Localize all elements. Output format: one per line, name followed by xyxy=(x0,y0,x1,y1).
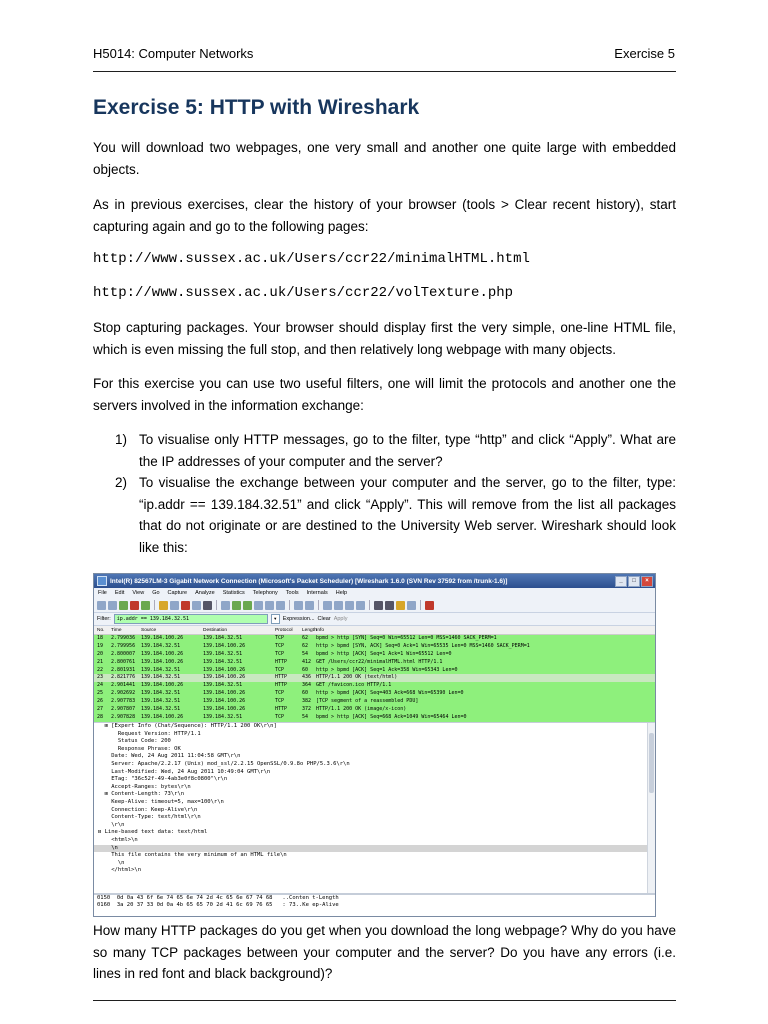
detail-line[interactable]: Content-Type: text/html\r\n xyxy=(98,814,201,821)
capture-filters-icon[interactable] xyxy=(374,601,383,610)
packet-details-pane xyxy=(94,723,655,895)
menu-file[interactable]: File xyxy=(98,590,107,596)
instruction-list xyxy=(93,429,676,558)
normal-size-icon[interactable] xyxy=(345,601,354,610)
menu-telephony[interactable]: Telephony xyxy=(252,590,278,596)
column-time[interactable]: Time xyxy=(111,627,122,633)
detail-line[interactable]: <html>\n xyxy=(98,836,138,843)
menu-tools[interactable]: Tools xyxy=(285,590,299,596)
detail-line[interactable]: \n xyxy=(98,859,125,866)
packet-cell: HTTP/1.1 200 OK (text/html) xyxy=(316,674,398,681)
detail-line[interactable]: ⊟ Line-based text data: text/html xyxy=(98,829,208,836)
wireshark-filterbar xyxy=(94,613,655,626)
packet-cell: 139.184.100.26 xyxy=(203,642,246,649)
packet-cell: TCP xyxy=(275,642,285,649)
hex-line[interactable]: 0160 3a 20 37 33 0d 0a 4b 65 65 70 2d 41 6c 69 76 65 : 73..Ke ep-Alive xyxy=(97,901,339,908)
toolbar-separator xyxy=(318,600,319,610)
menu-view[interactable]: View xyxy=(132,590,145,596)
toolbar-separator xyxy=(289,600,290,610)
detail-line[interactable]: \n xyxy=(94,845,655,853)
packet-cell: HTTP xyxy=(275,674,288,681)
packet-cell: 139.184.100.26 xyxy=(141,635,184,641)
menu-edit[interactable]: Edit xyxy=(114,590,125,596)
list-item xyxy=(93,472,676,558)
packet-cell: HTTP xyxy=(275,682,288,689)
menu-internals[interactable]: Internals xyxy=(306,590,328,596)
packet-cell: 2.907828 xyxy=(111,713,136,720)
toolbar-separator xyxy=(420,600,421,610)
packet-row[interactable] xyxy=(94,674,655,682)
packet-cell: 436 xyxy=(302,674,312,681)
display-filters-icon[interactable] xyxy=(385,601,394,610)
detail-line[interactable]: Connection: Keep-Alive\r\n xyxy=(98,806,198,813)
autoscroll-icon[interactable] xyxy=(305,601,314,610)
close-icon[interactable]: × xyxy=(641,576,653,587)
packet-cell: 2.800761 xyxy=(111,658,136,665)
toolbar-separator xyxy=(154,600,155,610)
stop-capture-paragraph: Stop capturing packages. Your browser should display first the very simple, one-line HTML file, which is even missing the full stop, and then relatively long webpage with many objects. xyxy=(93,320,676,357)
packet-cell: 139.184.32.51 xyxy=(203,682,243,689)
packet-cell: 2.799036 xyxy=(111,635,136,641)
packet-cell: 364 xyxy=(302,682,312,689)
open-file-icon[interactable] xyxy=(159,601,168,610)
packet-cell: 2.799956 xyxy=(111,642,136,649)
packet-cell: 139.184.32.51 xyxy=(141,690,181,697)
clear-button[interactable]: Clear xyxy=(317,616,331,622)
packet-cell: 54 xyxy=(302,650,309,657)
packet-cell: HTTP/1.1 200 OK (image/x-icon) xyxy=(316,706,407,713)
column-info[interactable]: Info xyxy=(316,627,325,633)
packet-cell: 22 xyxy=(97,666,104,673)
packet-cell: 382 xyxy=(302,698,312,705)
interfaces-icon[interactable] xyxy=(97,601,106,610)
detail-line[interactable]: Date: Wed, 24 Aug 2011 11:04:58 GMT\r\n xyxy=(98,753,241,760)
restart-capture-icon[interactable] xyxy=(141,601,150,610)
packet-bytes-pane xyxy=(94,895,655,909)
packet-cell: 139.184.32.51 xyxy=(141,642,181,649)
zoom-in-icon[interactable] xyxy=(323,601,332,610)
packet-cell: TCP xyxy=(275,666,285,673)
preferences-icon[interactable] xyxy=(407,601,416,610)
first-packet-icon[interactable] xyxy=(265,601,274,610)
packet-cell: 372 xyxy=(302,706,312,713)
last-packet-icon[interactable] xyxy=(276,601,285,610)
packet-row[interactable] xyxy=(94,651,655,659)
hex-line[interactable]: 0150 0d 0a 43 6f 6e 74 65 6e 74 2d 4c 65 6e 67 74 68 ..Conten t-Length xyxy=(97,895,339,901)
detail-line[interactable]: </html>\n xyxy=(98,867,142,874)
window-controls xyxy=(615,576,653,587)
go-back-icon[interactable] xyxy=(232,601,241,610)
list-number: 2) xyxy=(115,475,128,490)
packet-cell: [TCP segment of a reassembled PDU] xyxy=(316,698,419,705)
page-title: Exercise 5: HTTP with Wireshark xyxy=(93,96,420,119)
packet-cell: 2.901441 xyxy=(111,682,136,689)
packet-cell: 139.184.100.26 xyxy=(203,666,246,673)
detail-line[interactable]: This file contains the very minimum of an HTML file\n xyxy=(98,852,287,859)
packet-cell: 2.902692 xyxy=(111,690,136,697)
detail-line[interactable]: Response Phrase: OK xyxy=(98,745,181,752)
packet-cell: 139.184.100.26 xyxy=(203,698,246,705)
filter-dropdown-icon[interactable]: ▼ xyxy=(271,614,280,624)
packet-cell: GET /Users/ccr22/minimalHTML.html HTTP/1.1 xyxy=(316,658,443,665)
packet-cell: 62 xyxy=(302,642,309,649)
detail-line[interactable]: \r\n xyxy=(98,821,125,828)
wireshark-window-title: Intel(R) 82567LM-3 Gigabit Network Connection (Microsoft's Packet Scheduler) [Wireshark 1.6.0 (SVN Rev 37592 from /trunk-1.6)] xyxy=(110,577,508,585)
packet-cell: 139.184.100.26 xyxy=(141,658,184,665)
menu-capture[interactable]: Capture xyxy=(167,590,188,596)
start-capture-icon[interactable] xyxy=(119,601,128,610)
zoom-out-icon[interactable] xyxy=(334,601,343,610)
detail-line[interactable]: ⊞ [Expert Info (Chat/Sequence): HTTP/1.1 200 OK\r\n] xyxy=(98,723,277,729)
colorize-icon[interactable] xyxy=(294,601,303,610)
packet-cell: 139.184.32.51 xyxy=(141,706,181,713)
packet-cell: 139.184.100.26 xyxy=(203,690,246,697)
wireshark-menubar xyxy=(94,588,655,598)
packet-cell: 62 xyxy=(302,635,309,641)
column-source[interactable]: Source xyxy=(141,627,157,633)
close-file-icon[interactable] xyxy=(181,601,190,610)
header-divider xyxy=(93,71,676,72)
packet-cell: 23 xyxy=(97,674,104,681)
help-icon[interactable] xyxy=(425,601,434,610)
packet-cell: 19 xyxy=(97,642,104,649)
packet-cell: bpmd > http [SYN] Seq=0 Win=65512 Len=0 MSS=1460 SACK_PERM=1 xyxy=(316,635,497,641)
packet-row[interactable] xyxy=(94,698,655,706)
packet-cell: 139.184.32.51 xyxy=(141,666,181,673)
packet-cell: 54 xyxy=(302,713,309,720)
page-header xyxy=(93,46,675,66)
packet-row[interactable] xyxy=(94,706,655,714)
wireshark-toolbar xyxy=(94,598,655,613)
packet-cell: 2.907807 xyxy=(111,706,136,713)
packet-cell: TCP xyxy=(275,690,285,697)
toolbar-separator xyxy=(216,600,217,610)
url-minimal-html[interactable]: http://www.sussex.ac.uk/Users/ccr22/minimalHTML.html xyxy=(93,251,530,267)
packet-cell: TCP xyxy=(275,713,285,720)
go-to-packet-icon[interactable] xyxy=(254,601,263,610)
scrollbar-thumb[interactable] xyxy=(649,733,654,793)
menu-help[interactable]: Help xyxy=(335,590,348,596)
wireshark-app-icon xyxy=(97,576,107,586)
column-length[interactable]: Length xyxy=(302,627,317,633)
packet-cell: 2.907783 xyxy=(111,698,136,705)
save-file-icon[interactable] xyxy=(170,601,179,610)
packet-cell: 60 xyxy=(302,666,309,673)
packet-cell: 18 xyxy=(97,635,104,641)
packet-cell: 24 xyxy=(97,682,104,689)
filters-paragraph: For this exercise you can use two useful filters, one will limit the protocols and another one the servers involved in the information exchange: xyxy=(93,376,676,413)
clear-history-paragraph: As in previous exercises, clear the history of your browser (tools > Clear recent history), start capturing again and go to the following pages: xyxy=(93,197,676,234)
menu-go[interactable]: Go xyxy=(152,590,160,596)
packet-list xyxy=(94,635,655,723)
packet-cell: 139.184.32.51 xyxy=(203,713,243,720)
packet-cell: 2.801931 xyxy=(111,666,136,673)
toolbar-separator xyxy=(369,600,370,610)
expression-button[interactable]: Expression... xyxy=(282,616,315,622)
packet-cell: TCP xyxy=(275,698,285,705)
packet-cell: HTTP xyxy=(275,706,288,713)
packet-cell: 28 xyxy=(97,713,104,720)
wireshark-screenshot xyxy=(93,573,656,917)
packet-cell: bpmd > http [ACK] Seq=668 Ack=1049 Win=65464 Len=0 xyxy=(316,713,467,720)
packet-cell: 25 xyxy=(97,690,104,697)
packet-row[interactable] xyxy=(94,643,655,651)
packet-cell: GET /favicon.ico HTTP/1.1 xyxy=(316,682,392,689)
packet-cell: http > bpmd [SYN, ACK] Seq=0 Ack=1 Win=65535 Len=0 MSS=1460 SACK_PERM=1 xyxy=(316,642,530,649)
options-icon[interactable] xyxy=(108,601,117,610)
packet-cell: TCP xyxy=(275,650,285,657)
print-icon[interactable] xyxy=(203,601,212,610)
detail-line[interactable]: ETag: "36c52f-49-4ab3e0f8c0800"\r\n xyxy=(98,776,228,783)
column-no[interactable]: No. xyxy=(97,627,105,633)
resize-columns-icon[interactable] xyxy=(356,601,365,610)
packet-row[interactable] xyxy=(94,714,655,722)
packet-cell: http > bpmd [ACK] Seq=403 Ack=668 Win=65390 Len=0 xyxy=(316,690,464,697)
intro-paragraph: You will download two webpages, one very small and another one quite large with embedded objects. xyxy=(93,140,676,177)
list-number: 1) xyxy=(115,432,128,447)
go-forward-icon[interactable] xyxy=(243,601,252,610)
packet-cell: 412 xyxy=(302,658,312,665)
packet-list-header xyxy=(94,626,655,635)
packet-row[interactable] xyxy=(94,667,655,675)
packet-row[interactable] xyxy=(94,682,655,690)
reload-icon[interactable] xyxy=(192,601,201,610)
coloring-rules-icon[interactable] xyxy=(396,601,405,610)
menu-statistics[interactable]: Statistics xyxy=(222,590,245,596)
detail-line[interactable]: Server: Apache/2.2.17 (Unix) mod_ssl/2.2.15 OpenSSL/0.9.8o PHP/5.3.6\r\n xyxy=(98,760,350,767)
detail-line[interactable]: ⊞ Content-Length: 73\r\n xyxy=(98,791,185,798)
packet-cell: 139.184.32.51 xyxy=(141,698,181,705)
packet-cell: 139.184.32.51 xyxy=(141,674,181,681)
filter-label: Filter: xyxy=(97,616,111,622)
menu-analyze[interactable]: Analyze xyxy=(195,590,215,596)
url-vol-texture[interactable]: http://www.sussex.ac.uk/Users/ccr22/volTexture.php xyxy=(93,285,514,301)
minimize-icon[interactable]: _ xyxy=(615,576,627,587)
packet-row[interactable] xyxy=(94,659,655,667)
packet-cell: 26 xyxy=(97,698,104,705)
footer-divider xyxy=(93,1000,676,1001)
stop-capture-icon[interactable] xyxy=(130,601,139,610)
header-course: H5014: Computer Networks xyxy=(93,46,254,61)
packet-row[interactable] xyxy=(94,635,655,643)
packet-cell: 2.821776 xyxy=(111,674,136,681)
find-packet-icon[interactable] xyxy=(221,601,230,610)
apply-button[interactable]: Apply xyxy=(333,616,348,622)
detail-line[interactable]: Accept-Ranges: bytes\r\n xyxy=(98,783,191,790)
details-scrollbar[interactable] xyxy=(647,723,655,893)
filter-input[interactable]: ip.addr == 139.184.32.51 xyxy=(114,614,268,624)
packet-cell: 2.800007 xyxy=(111,650,136,657)
column-destination[interactable]: Destination xyxy=(203,627,227,633)
packet-cell: http > bpmd [ACK] Seq=1 Ack=358 Win=65343 Len=0 xyxy=(316,666,458,673)
packet-cell: 139.184.32.51 xyxy=(203,650,243,657)
packet-cell: 139.184.32.51 xyxy=(203,635,243,641)
column-protocol[interactable]: Protocol xyxy=(275,627,293,633)
question-paragraph: How many HTTP packages do you get when you download the long webpage? Why do you have so many TCP packages between your computer and the server? Do you have any errors (i.e. lines in red font and black background)? xyxy=(93,923,676,981)
detail-line[interactable]: Request Version: HTTP/1.1 xyxy=(98,730,201,737)
list-text: To visualise only HTTP messages, go to the filter, type “http” and click “Apply”. What are the IP addresses of your computer and the server? xyxy=(139,432,676,469)
detail-line[interactable]: Status Code: 200 xyxy=(98,738,171,745)
packet-cell: 20 xyxy=(97,650,104,657)
packet-cell: bpmd > http [ACK] Seq=1 Ack=1 Win=65512 Len=0 xyxy=(316,650,452,657)
packet-cell: 139.184.32.51 xyxy=(203,658,243,665)
maximize-icon[interactable]: □ xyxy=(628,576,640,587)
packet-cell: 139.184.100.26 xyxy=(141,650,184,657)
detail-line[interactable]: Last-Modified: Wed, 24 Aug 2011 10:49:04 GMT\r\n xyxy=(98,768,271,775)
list-text: To visualise the exchange between your computer and the server, go to the filter, type: “ip.addr == 139.184.32.51” and click “Apply”. This will remove from the list all packages that do not originate or are destined to the University Web server. Wireshark should look like this: xyxy=(139,475,676,555)
packet-cell: TCP xyxy=(275,635,285,641)
packet-cell: 60 xyxy=(302,690,309,697)
packet-cell: 139.184.100.26 xyxy=(203,706,246,713)
detail-line[interactable]: Keep-Alive: timeout=5, max=100\r\n xyxy=(98,798,224,805)
wireshark-titlebar xyxy=(94,574,655,588)
packet-cell: 139.184.100.26 xyxy=(141,682,184,689)
packet-cell: 21 xyxy=(97,658,104,665)
packet-cell: 27 xyxy=(97,706,104,713)
packet-cell: 139.184.100.26 xyxy=(141,713,184,720)
packet-cell: HTTP xyxy=(275,658,288,665)
list-item xyxy=(93,429,676,472)
header-exercise: Exercise 5 xyxy=(614,46,675,61)
packet-cell: 139.184.100.26 xyxy=(203,674,246,681)
packet-row[interactable] xyxy=(94,690,655,698)
